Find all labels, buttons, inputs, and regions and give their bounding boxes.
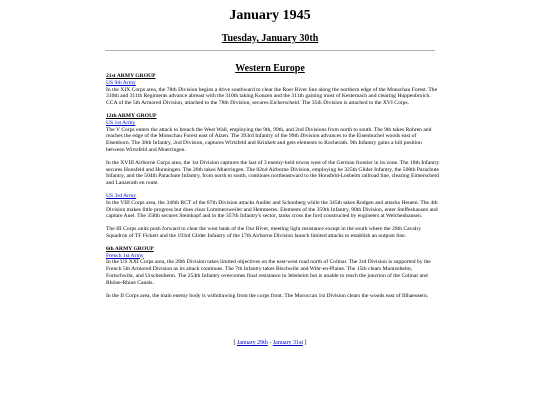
nav-separator: - — [267, 340, 273, 346]
army-link[interactable]: US 9th Army — [106, 79, 136, 86]
army-link[interactable]: US 1st Army — [106, 119, 136, 126]
army-link[interactable]: French 1st Army — [106, 252, 144, 259]
army-link[interactable]: US 3rd Army — [106, 192, 137, 199]
report-paragraph: In the US XXI Corps area, the 28th Division takes limited objectives on the east-west road north of Colmar. The 3rd Division is supported by the French 5th Armored Division as its attack continues. The 7th Infantry takes Bischwihr and Wihr-en-Plaine. The 15th clears Muntzeheim, Fortschwihr, and Urschenheim. The 254th Infantry overcomes final resistance in Jebsheim but is unable to reach the junction of the Colmar and Rhône-Rhine Canals. — [106, 259, 431, 286]
report-paragraph: In the II Corps area, the main enemy body is withdrawing from the corps front. The Moroccan 1st Division clears the woods east of Illhaeusern. — [106, 292, 429, 299]
group-block — [106, 113, 441, 240]
nav-bracket-close: ] — [303, 340, 307, 346]
theatre-heading: Western Europe — [235, 63, 305, 74]
group-title: 21st ARMY GROUP — [106, 73, 156, 79]
group-title: 12th ARMY GROUP — [106, 112, 157, 119]
group-block — [106, 246, 441, 300]
report-paragraph: In the VIII Corps area, the 346th RCT of the 87th Division attacks Andler and Schonberg while the 345th takes Rodgen and attacks Heuem. The 4th Division makes little progress but does clear Lommersweiler and Hemmeres. Elements of the 359th Infantry, 90th Division, enter Steffeshausen and capture Auel. The 358th secures Steinkopf and in the 357th Infantry's sector, tanks cross the ford constructed by engineers at Welchenhausen. — [106, 199, 438, 220]
group-block — [106, 73, 441, 107]
next-day-link[interactable]: January 31st — [272, 340, 303, 346]
content-body — [106, 73, 441, 305]
report-paragraph: The III Corps units push forward to clear the west bank of the Our River, meeting light resistance except in the south where the 28th Cavalry Squadron of TF Fickett and the 193rd Glider Infantry of the 17th Airborne Division launch limited attacks to establish an outpost line. — [106, 226, 422, 239]
report-paragraph: The V Corps enters the attack to breach the West Wall, employing the 9th, 99th, and 2nd Divisions from north to south. The 9th takes Rohren and reaches the edge of the Monschau Forest east of Alzen. The 393rd Infantry of the 99th Division advances to the Eisenbuchel woods east of Elsenborn. The 38th Infantry, 2nd Division, captures Wirtzfeld and Krinkelt and gets elements to Rocherath. 9th Infantry gains a hill position between Wirtzfeld and Muerringen. — [106, 126, 432, 153]
report-paragraph: In the XVIII Airborne Corps area, the 1st Division captures the last of 3 enemy-held towns west of the German frontier in its zone. The 18th Infantry secures Honsfeld and Hunningen. The 26th takes Muerringen. The 82nd Airborne Division, employing he 325th Glider Infantry, the 508th Parachute Infantry, and the 504th Parachute Infantry, from north to south, continues northeastward to the Honsfeld-Losheim railroad line, clearing Eimerscheid and Lanzerath en route. — [106, 159, 440, 187]
day-navigation — [0, 340, 540, 346]
group-title: 6th ARMY GROUP — [106, 245, 154, 252]
prev-day-link[interactable]: January 29th — [237, 340, 268, 346]
nav-bracket-open: [ — [233, 340, 237, 346]
report-paragraph: In the XIX Corps area, the 78th Division begins a drive southward to clear the Roer River line along the northern edge of the Monschau Forest. The 310th and 311th Regiments advance abreast with the 310th taking Konzen and the 311th gaining most of Kesternach and clearing Huppenbroich. CCA of the 5th Armored Division, attached to the 78th Division, secures Eicherscheid. The 35th Division is attached to the XVI Corps. — [106, 86, 438, 107]
date-heading: Tuesday, January 30th — [221, 33, 319, 44]
divider — [105, 50, 435, 51]
page-title: January 1945 — [229, 8, 311, 23]
